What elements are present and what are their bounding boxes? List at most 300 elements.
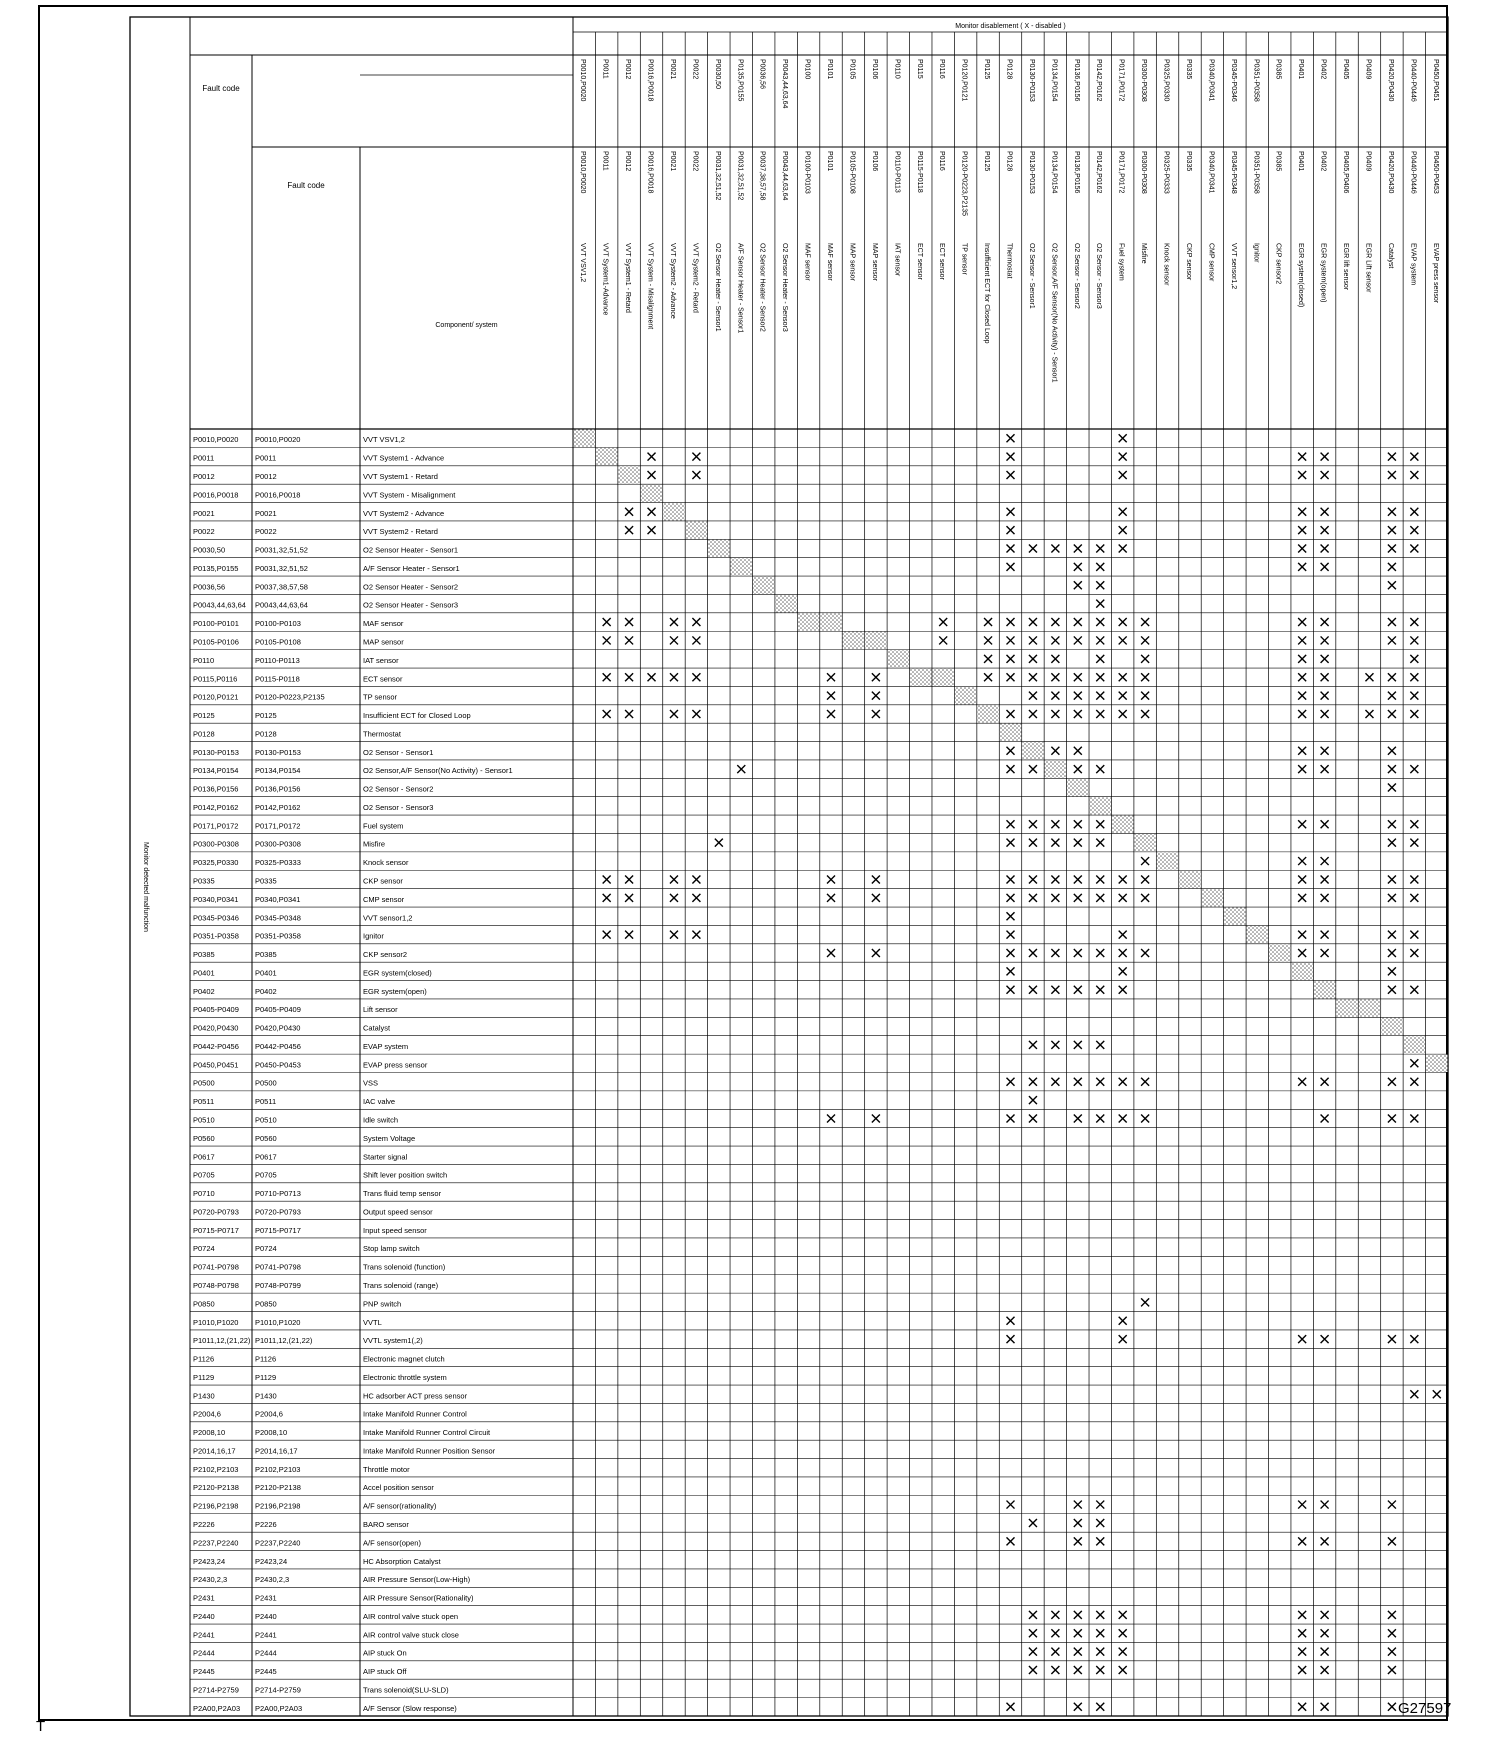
row-fault-code: P2440	[193, 1611, 215, 1621]
fault-code-header-2: Fault code	[287, 181, 325, 190]
disabled-x-mark	[1051, 673, 1059, 681]
row-fault-range: P2431	[255, 1593, 277, 1603]
row-fault-range: P0105-P0108	[255, 637, 301, 647]
row-fault-code: P0043,44,63,64	[193, 600, 246, 610]
column-component: VVT VSV1,2	[579, 243, 587, 283]
self-monitor-cell	[1090, 797, 1111, 814]
disabled-x-mark	[1029, 1114, 1037, 1122]
row-fault-range: P2445	[255, 1667, 277, 1677]
fault-code-header: Fault code	[202, 84, 240, 93]
disabled-x-mark	[1410, 673, 1418, 681]
column-code-a: P0101	[826, 59, 834, 80]
self-monitor-cell	[843, 632, 864, 649]
row-fault-code: P0012	[193, 472, 215, 482]
row-fault-range: P0325-P0333	[255, 858, 301, 868]
row-fault-code: P2120-P2138	[193, 1483, 239, 1493]
row-component: Lift sensor	[363, 1005, 398, 1015]
disabled-x-mark	[1119, 986, 1127, 994]
self-monitor-cell	[1247, 926, 1268, 943]
disabled-x-mark	[692, 875, 700, 883]
disabled-x-mark	[1410, 618, 1418, 626]
row-component: VVT System1 - Advance	[363, 453, 445, 463]
row-component: AIR control valve stuck close	[363, 1630, 459, 1640]
footer-letter: T	[36, 1718, 46, 1735]
column-code-b: P0105-P0108	[848, 151, 856, 194]
disabled-x-mark	[1007, 471, 1015, 479]
column-component: MAP sensor	[848, 243, 856, 281]
row-fault-code: P2014,16,17	[193, 1446, 236, 1456]
disabled-x-mark	[1096, 710, 1104, 718]
row-component: Intake Manifold Runner Control	[363, 1409, 467, 1419]
column-code-a: P0010,P0020	[579, 59, 587, 102]
row-component: Accel position sensor	[363, 1483, 434, 1493]
column-component: Misfire	[1140, 243, 1148, 264]
disabled-x-mark	[1051, 1629, 1059, 1637]
row-fault-range: P2444	[255, 1648, 277, 1658]
self-monitor-cell	[955, 687, 976, 704]
table-text-layer	[142, 23, 1439, 1713]
row-fault-code: P0720-P0793	[193, 1207, 239, 1217]
self-monitor-cell	[1336, 999, 1357, 1016]
disabled-x-mark	[1096, 1537, 1104, 1545]
row-fault-code: P0442-P0456	[193, 1041, 239, 1051]
disabled-x-mark	[1298, 820, 1306, 828]
disabled-x-mark	[1321, 710, 1329, 718]
disabled-x-mark	[1074, 875, 1082, 883]
disabled-x-mark	[1365, 710, 1373, 718]
disabled-x-mark	[692, 894, 700, 902]
disabled-x-mark	[1096, 1703, 1104, 1711]
disabled-x-mark	[1298, 1501, 1306, 1509]
column-code-b: P0116	[938, 151, 946, 171]
disabled-x-mark	[1119, 453, 1127, 461]
column-component: MAP sensor	[870, 243, 878, 281]
row-component: Trans solenoid (function)	[363, 1262, 446, 1272]
row-fault-code: P0340,P0341	[193, 894, 239, 904]
row-component: VVT sensor1,2	[363, 913, 413, 923]
row-component: Trans solenoid(SLU-SLD)	[363, 1685, 449, 1695]
disabled-x-mark	[1388, 1629, 1396, 1637]
disabled-x-mark	[1051, 545, 1059, 553]
disabled-x-mark	[1388, 692, 1396, 700]
disabled-x-mark	[1410, 931, 1418, 939]
column-component: VVT System1-Advance	[601, 243, 609, 316]
column-code-b: P0128	[1005, 151, 1013, 172]
disabled-x-mark	[1410, 986, 1418, 994]
disabled-x-mark	[1388, 931, 1396, 939]
row-component: MAP sensor	[363, 637, 404, 647]
row-fault-code: P0010,P0020	[193, 435, 239, 445]
column-code-a: P0030,50	[713, 59, 721, 89]
row-fault-range: P0710-P0713	[255, 1189, 301, 1199]
row-component: BARO sensor	[363, 1519, 409, 1529]
row-fault-range: P2120-P2138	[255, 1483, 301, 1493]
row-component: O2 Sensor Heater - Sensor1	[363, 545, 459, 555]
column-code-a: P0340,P0341	[1207, 59, 1215, 102]
row-fault-range: P1010,P1020	[255, 1317, 301, 1327]
column-code-b: P0022	[691, 151, 699, 172]
disabled-x-mark	[1007, 1703, 1015, 1711]
row-fault-code: P0130-P0153	[193, 747, 239, 757]
disabled-x-mark	[1119, 1611, 1127, 1619]
column-code-a: P0128	[1005, 59, 1013, 80]
disabled-x-mark	[670, 875, 678, 883]
row-fault-code: P0715-P0717	[193, 1225, 239, 1235]
disabled-x-mark	[1096, 1666, 1104, 1674]
row-component: EVAP press sensor	[363, 1060, 428, 1070]
row-fault-range: P0850	[255, 1299, 277, 1309]
disabled-x-mark	[603, 710, 611, 718]
disabled-x-mark	[1029, 949, 1037, 957]
disabled-x-mark	[1388, 673, 1396, 681]
column-component: Knock sensor	[1162, 243, 1170, 286]
row-component: System Voltage	[363, 1133, 416, 1143]
disabled-x-mark	[1298, 508, 1306, 516]
disabled-x-mark	[625, 526, 633, 534]
row-fault-range: P0031,32,51,52	[255, 563, 308, 573]
column-component: EGR system(closed)	[1297, 243, 1305, 308]
disabled-x-mark	[1096, 1501, 1104, 1509]
row-fault-code: P2237,P2240	[193, 1538, 239, 1548]
disabled-x-mark	[1119, 875, 1127, 883]
disabled-x-mark	[1051, 894, 1059, 902]
disabled-x-mark	[1007, 967, 1015, 975]
disabled-x-mark	[1119, 545, 1127, 553]
disabled-x-mark	[1029, 618, 1037, 626]
row-fault-range: P2014,16,17	[255, 1446, 298, 1456]
disabled-x-mark	[1029, 1041, 1037, 1049]
disabled-x-mark	[1051, 1666, 1059, 1674]
component-system-header: Component/ system	[435, 322, 498, 329]
row-fault-range: P2423,24	[255, 1556, 288, 1566]
disabled-x-mark	[625, 710, 633, 718]
disabled-x-mark	[1298, 894, 1306, 902]
row-fault-range: P0748-P0799	[255, 1280, 301, 1290]
column-code-a: P0142,P0162	[1095, 59, 1103, 102]
disabled-x-mark	[1410, 875, 1418, 883]
disabled-x-mark	[1074, 1666, 1082, 1674]
disabled-x-mark	[1096, 600, 1104, 608]
disabled-x-mark	[670, 710, 678, 718]
column-code-a: P0325,P0330	[1162, 59, 1170, 102]
row-component: Knock sensor	[363, 858, 409, 868]
disabled-x-mark	[625, 618, 633, 626]
disabled-x-mark	[1410, 894, 1418, 902]
self-monitor-cell	[775, 595, 796, 612]
disabled-x-mark	[1141, 692, 1149, 700]
document-frame	[38, 5, 1448, 1721]
disabled-x-mark	[872, 949, 880, 957]
disabled-x-mark	[1388, 875, 1396, 883]
disabled-x-mark	[1074, 1501, 1082, 1509]
disabled-x-mark	[1074, 986, 1082, 994]
disabled-x-mark	[1388, 747, 1396, 755]
row-fault-range: P1126	[255, 1354, 277, 1364]
disabled-x-mark	[1410, 655, 1418, 663]
column-code-a: P0120,P0121	[960, 59, 968, 102]
row-component: Shift lever position switch	[363, 1170, 448, 1180]
disabled-x-mark	[1007, 545, 1015, 553]
disabled-x-mark	[1321, 875, 1329, 883]
row-component: VVT System - Misalignment	[363, 490, 456, 500]
column-component: CMP sensor	[1207, 243, 1215, 282]
disabled-x-mark	[1388, 784, 1396, 792]
row-component: ECT sensor	[363, 674, 403, 684]
column-code-b: P0351-P0358	[1252, 151, 1260, 194]
disabled-x-mark	[827, 949, 835, 957]
disabled-x-mark	[1410, 508, 1418, 516]
disabled-x-mark	[1298, 949, 1306, 957]
disabled-x-mark	[1119, 967, 1127, 975]
disabled-x-mark	[625, 673, 633, 681]
disabled-x-mark	[1096, 765, 1104, 773]
disabled-x-mark	[603, 931, 611, 939]
disabled-x-mark	[1141, 1114, 1149, 1122]
disabled-x-mark	[1007, 875, 1015, 883]
disabled-x-mark	[1007, 1501, 1015, 1509]
column-code-b: P0171,P0172	[1117, 151, 1125, 194]
row-fault-code: P1126	[193, 1354, 215, 1364]
disabled-x-mark	[1007, 673, 1015, 681]
disabled-x-mark	[1388, 839, 1396, 847]
disabled-x-mark	[1298, 636, 1306, 644]
disabled-x-mark	[984, 636, 992, 644]
column-code-a: P0016,P0018	[646, 59, 654, 102]
disabled-x-mark	[1298, 618, 1306, 626]
row-fault-range: P0120-P0223,P2135	[255, 692, 325, 702]
row-component: VVT System2 - Advance	[363, 508, 445, 518]
disabled-x-mark	[1119, 1335, 1127, 1343]
disabled-x-mark	[1096, 581, 1104, 589]
disabled-x-mark	[1007, 949, 1015, 957]
column-code-b: P0335	[1184, 151, 1192, 172]
figure-id: G27597	[1398, 1700, 1452, 1717]
row-fault-code: P0300-P0308	[193, 839, 239, 849]
column-code-a: P0011	[601, 59, 609, 79]
disabled-x-mark	[692, 471, 700, 479]
disabled-x-mark	[1051, 636, 1059, 644]
disabled-x-mark	[1029, 545, 1037, 553]
disabled-x-mark	[1410, 1335, 1418, 1343]
row-fault-range: P0134,P0154	[255, 766, 301, 776]
disabled-x-mark	[1298, 875, 1306, 883]
row-fault-range: P0405-P0409	[255, 1005, 301, 1015]
column-code-a: P0110	[893, 59, 901, 79]
column-code-a: P0106	[870, 59, 878, 80]
row-fault-code: P0617	[193, 1152, 215, 1162]
row-component: A/F Sensor (Slow response)	[363, 1703, 457, 1713]
column-component: ECT sensor	[938, 243, 946, 280]
row-fault-range: P0340,P0341	[255, 894, 301, 904]
row-fault-range: P2440	[255, 1611, 277, 1621]
self-monitor-cell	[1022, 742, 1043, 759]
column-code-a: P0105	[848, 59, 856, 80]
disabled-x-mark	[1388, 1078, 1396, 1086]
row-component: Starter signal	[363, 1152, 408, 1162]
disabled-x-mark	[1410, 453, 1418, 461]
row-fault-code: P0850	[193, 1299, 215, 1309]
column-code-a: P0135,P0155	[736, 59, 744, 102]
disabled-x-mark	[1029, 636, 1037, 644]
disabled-x-mark	[1141, 710, 1149, 718]
disabled-x-mark	[1141, 1298, 1149, 1306]
disabled-x-mark	[737, 765, 745, 773]
row-fault-code: P0335	[193, 876, 215, 886]
column-code-b: P0012	[624, 151, 632, 172]
row-fault-code: P0110	[193, 655, 215, 665]
disabled-x-mark	[1321, 1703, 1329, 1711]
disabled-x-mark	[1029, 839, 1037, 847]
row-fault-range: P0136,P0156	[255, 784, 301, 794]
disabled-x-mark	[1074, 894, 1082, 902]
disabled-x-mark	[1298, 563, 1306, 571]
disabled-x-mark	[984, 618, 992, 626]
disabled-x-mark	[1321, 508, 1329, 516]
row-fault-code: P2004,6	[193, 1409, 221, 1419]
disabled-x-mark	[1096, 692, 1104, 700]
disabled-x-mark	[1096, 673, 1104, 681]
row-fault-code: P2714-P2759	[193, 1685, 239, 1695]
disabled-x-mark	[670, 618, 678, 626]
self-monitor-cell	[618, 466, 639, 483]
column-component: O2 Sensor - Sensor3	[1095, 243, 1103, 309]
disabled-x-mark	[692, 931, 700, 939]
disabled-x-mark	[1388, 526, 1396, 534]
disabled-x-mark	[1298, 1335, 1306, 1343]
row-component: CMP sensor	[363, 894, 405, 904]
disabled-x-mark	[670, 931, 678, 939]
disabled-x-mark	[1433, 1390, 1441, 1398]
row-component: VVT VSV1,2	[363, 435, 405, 445]
disabled-x-mark	[1007, 931, 1015, 939]
self-monitor-cell	[1381, 1018, 1402, 1035]
disabled-x-mark	[1321, 526, 1329, 534]
row-fault-range: P2237,P2240	[255, 1538, 301, 1548]
disabled-x-mark	[1051, 1648, 1059, 1656]
disabled-x-mark	[1029, 1611, 1037, 1619]
disabled-x-mark	[1029, 710, 1037, 718]
disabled-x-mark	[1388, 508, 1396, 516]
disabled-x-mark	[1096, 1629, 1104, 1637]
disabled-x-mark	[603, 875, 611, 883]
disabled-x-mark	[1388, 1611, 1396, 1619]
row-fault-code: P0325,P0330	[193, 858, 239, 868]
disabled-x-mark	[1074, 581, 1082, 589]
column-component: VVT System2 - Retard	[691, 243, 699, 313]
disabled-x-mark	[1119, 1078, 1127, 1086]
disabled-x-mark	[692, 453, 700, 461]
disabled-x-mark	[1141, 618, 1149, 626]
row-fault-range: P1430	[255, 1391, 277, 1401]
disabled-x-mark	[1298, 655, 1306, 663]
row-fault-code: P0171,P0172	[193, 821, 239, 831]
disabled-x-mark	[1119, 434, 1127, 442]
row-fault-code: P2431	[193, 1593, 215, 1603]
disabled-x-mark	[1321, 618, 1329, 626]
row-fault-range: P1129	[255, 1372, 277, 1382]
disabled-x-mark	[1298, 1666, 1306, 1674]
row-fault-code: P0450,P0451	[193, 1060, 239, 1070]
disabled-x-mark	[1096, 1648, 1104, 1656]
disabled-x-mark	[872, 710, 880, 718]
row-fault-range: P0351-P0358	[255, 931, 301, 941]
row-component: CKP sensor2	[363, 950, 408, 960]
row-fault-range: P2008,10	[255, 1428, 288, 1438]
disabled-x-mark	[1388, 453, 1396, 461]
column-code-a: P0022	[691, 59, 699, 80]
disabled-x-mark	[1007, 563, 1015, 571]
row-fault-code: P0724	[193, 1244, 215, 1254]
disabled-x-mark	[1410, 471, 1418, 479]
disabled-x-mark	[1141, 949, 1149, 957]
disabled-x-mark	[1051, 949, 1059, 957]
disabled-x-mark	[1410, 1114, 1418, 1122]
column-code-b: P0345-P0348	[1229, 151, 1237, 194]
self-monitor-cell	[1224, 908, 1245, 925]
disabled-x-mark	[872, 875, 880, 883]
disabled-x-mark	[1298, 765, 1306, 773]
disabled-x-mark	[1029, 820, 1037, 828]
disabled-x-mark	[1388, 636, 1396, 644]
disabled-x-mark	[1007, 453, 1015, 461]
row-fault-range: P2196,P2198	[255, 1501, 301, 1511]
disabled-x-mark	[1074, 1629, 1082, 1637]
row-fault-range: P0560	[255, 1133, 277, 1143]
row-fault-code: P1129	[193, 1372, 215, 1382]
disabled-x-mark	[1321, 1335, 1329, 1343]
disabled-x-mark	[625, 636, 633, 644]
row-fault-range: P0510	[255, 1115, 277, 1125]
row-fault-range: P0010,P0020	[255, 435, 301, 445]
row-fault-code: P0741-P0798	[193, 1262, 239, 1272]
column-code-b: P0106	[870, 151, 878, 172]
disabled-x-mark	[670, 894, 678, 902]
disabled-x-mark	[1119, 618, 1127, 626]
disabled-x-mark	[648, 508, 656, 516]
column-code-b: P0325-P0333	[1162, 151, 1170, 194]
disabled-x-mark	[1096, 545, 1104, 553]
column-code-b: P0043,44,63,64	[781, 151, 789, 201]
row-component: EGR system(closed)	[363, 968, 432, 978]
disabled-x-mark	[1007, 1317, 1015, 1325]
monitor-detected-malfunction-label: Monitor detected malfunction	[142, 842, 149, 932]
column-component: Fuel system	[1117, 243, 1125, 281]
disabled-x-mark	[1119, 471, 1127, 479]
column-code-b: P0440-P0446	[1409, 151, 1417, 194]
row-fault-code: P0115,P0116	[193, 674, 238, 684]
disabled-x-mark	[1074, 1078, 1082, 1086]
self-monitor-cell	[753, 577, 774, 594]
disabled-x-mark	[1321, 894, 1329, 902]
row-fault-range: P0125	[255, 711, 277, 721]
row-fault-code: P2445	[193, 1667, 215, 1677]
row-component: AIR Pressure Sensor(Rationality)	[363, 1593, 474, 1603]
disabled-x-mark	[1029, 1666, 1037, 1674]
row-fault-code: P0510	[193, 1115, 215, 1125]
disabled-x-mark	[1410, 949, 1418, 957]
row-fault-range: P2A00,P2A03	[255, 1703, 303, 1713]
row-component: IAC valve	[363, 1097, 396, 1107]
disabled-x-mark	[1007, 820, 1015, 828]
self-monitor-cell	[1314, 981, 1335, 998]
column-code-a: P0300-P0308	[1140, 59, 1148, 102]
self-monitor-cell	[731, 558, 752, 575]
disabled-x-mark	[1298, 857, 1306, 865]
disabled-x-mark	[715, 839, 723, 847]
disabled-x-mark	[1029, 894, 1037, 902]
disabled-x-mark	[1410, 1059, 1418, 1067]
self-monitor-cell	[1404, 1036, 1425, 1053]
